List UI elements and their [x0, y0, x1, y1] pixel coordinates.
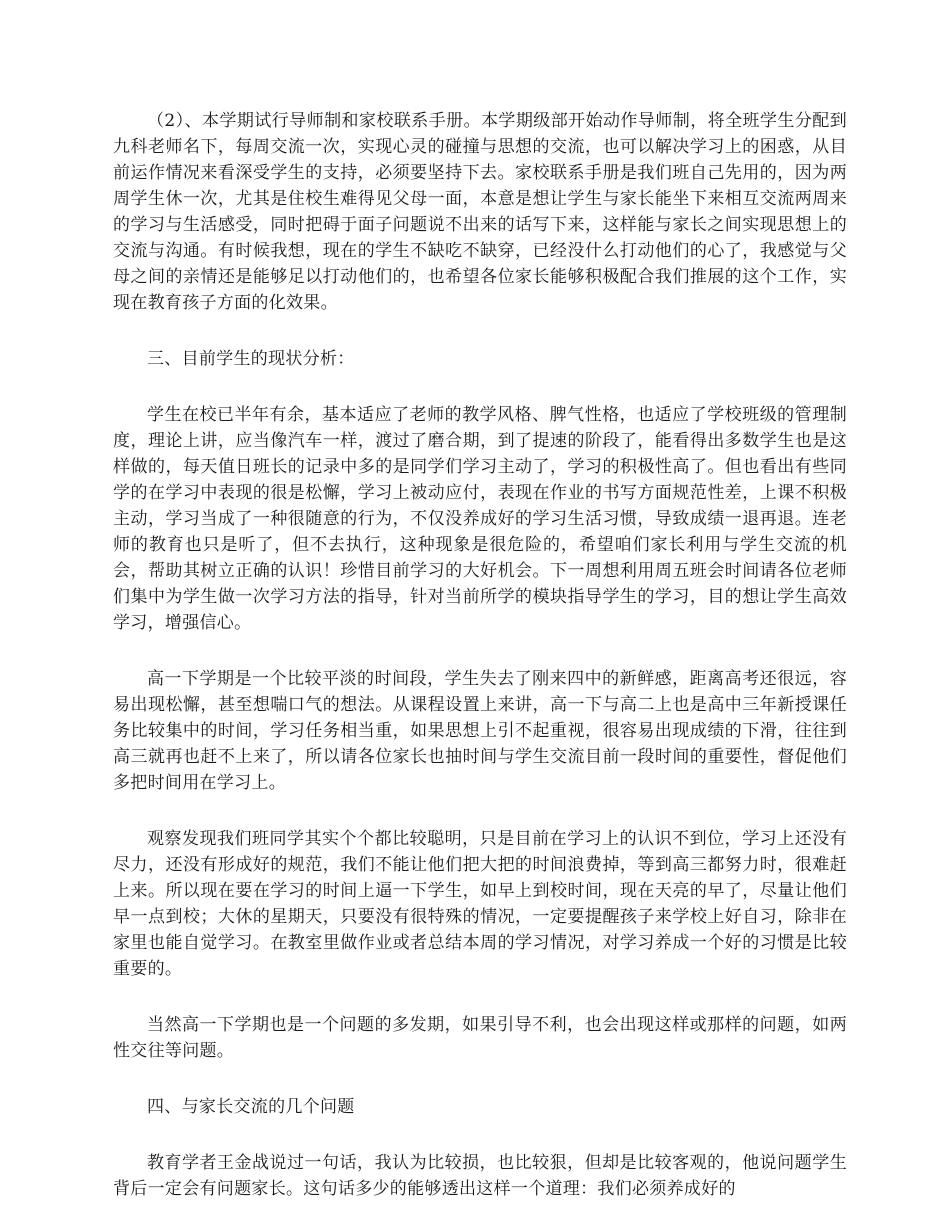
paragraph-second-semester: 高一下学期是一个比较平淡的时间段，学生失去了刚来四中的新鲜感，距离高考还很远，容易出现松懈，甚至想喘口气的想法。从课程设置上来讲，高一下与高二上也是高中三年新授课任务比较集中的时间，学习任务相当重，如果思想上引不起重视，很容易出现成绩的下滑，往往到高三就再也赶不上来了，所以请各位家长也抽时间与学生交流目前一段时间的重要性，督促他们多把时间用在学习上。: [113, 669, 847, 793]
paragraph-education-scholar: 教育学者王金战说过一句话，我认为比较损，也比较狠，但却是比较客观的，他说问题学生背后一定会有问题家长。这句话多少的能够透出这样一个道理：我们必须养成好的: [113, 1153, 847, 1199]
section-heading-student-status: 三、目前学生的现状分析：: [147, 349, 355, 369]
document-body: [113, 108, 847, 1232]
section-heading-parent-communication: 四、与家长交流的几个问题: [147, 1097, 355, 1117]
paragraph-mentor-system: （2）、本学期试行导师制和家校联系手册。本学期级部开始动作导师制，将全班学生分配到九科老师名下，每周交流一次，实现心灵的碰撞与思想的交流，也可以解决学习上的困惑，从目前运作情况来看深受学生的支持，必须要坚持下去。家校联系手册是我们班自己先用的，因为两周学生休一次，尤其是住校生难得见父母一面，本意是想让学生与家长能坐下来相互交流两周来的学习与生活感受，同时把碍于面子问题说不出来的话写下来，这样能与家长之间实现思想上的交流与沟通。有时候我想，现在的学生不缺吃不缺穿，已经没什么打动他们的心了，我感觉与父母之间的亲情还是能够足以打动他们的，也希望各位家长能够积极配合我们推展的这个工作，实现在教育孩子方面的化效果。: [113, 111, 847, 313]
paragraph-problem-period: 当然高一下学期也是一个问题的多发期，如果引导不利，也会出现这样或那样的问题，如两性交往等问题。: [113, 1015, 847, 1061]
paragraph-observation: 观察发现我们班同学其实个个都比较聪明，只是目前在学习上的认识不到位，学习上还没有尽力，还没有形成好的规范，我们不能让他们把大把的时间浪费掉，等到高三都努力时，很难赶上来。所以现在要在学习的时间上逼一下学生，如早上到校时间，现在天亮的早了，尽量让他们早一点到校；大休的星期天，只要没有很特殊的情况，一定要提醒孩子来学校上好自习，除非在家里也能自觉学习。在教室里做作业或者总结本周的学习情况，对学习养成一个好的习惯是比较重要的。: [113, 829, 847, 979]
paragraph-student-status: 学生在校已半年有余，基本适应了老师的教学风格、脾气性格，也适应了学校班级的管理制度，理论上讲，应当像汽车一样，渡过了磨合期，到了提速的阶段了，能看得出多数学生也是这样做的，每天值日班长的记录中多的是同学们学习主动了，学习的积极性高了。但也看出有些同学的在学习中表现的很是松懈，学习上被动应付，表现在作业的书写方面规范性差，上课不积极主动，学习当成了一种很随意的行为，不仅没养成好的学习生活习惯，导致成绩一退再退。连老师的教育也只是听了，但不去执行，这种现象是很危险的，希望咱们家长利用与学生交流的机会，帮助其树立正确的认识！珍惜目前学习的大好机会。下一周想利用周五班会时间请各位老师们集中为学生做一次学习方法的指导，针对当前所学的模块指导学生的学习，目的想让学生高效学习，增强信心。: [113, 405, 847, 633]
